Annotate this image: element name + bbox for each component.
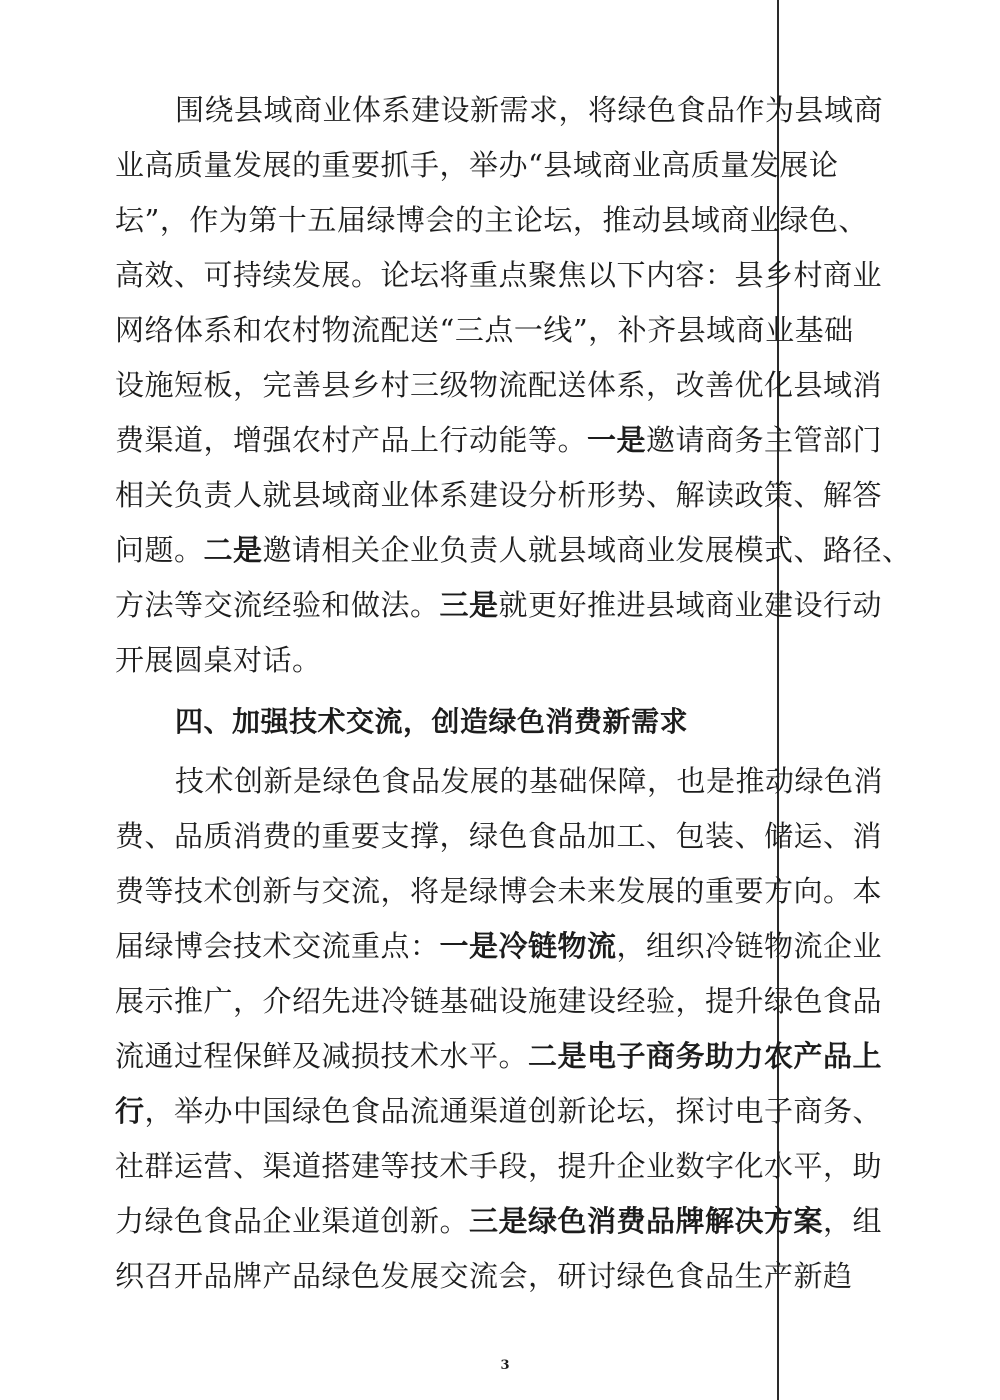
text-segment: ，组 [823, 1204, 883, 1238]
text-segment: 邀请商务主管部门 [646, 423, 883, 457]
text-segment: 技术创新是绿色食品发展的基础保障，也是推动绿色消 [175, 764, 884, 798]
text-segment: 织召开品牌产品绿色发展交流会，研讨绿色食品生产新趋 [115, 1259, 853, 1293]
paragraph-line [175, 92, 915, 128]
text-segment: 围绕县域商业体系建设新需求，将绿色食品作为县域商 [175, 93, 884, 127]
text-segment: 网络体系和农村物流配送“三点一线”，补齐县域商业基础 [115, 313, 854, 347]
paragraph-line [175, 763, 915, 799]
paragraph-line [115, 642, 915, 678]
bold-text-segment: 三是绿色消费品牌解决方案 [469, 1204, 824, 1238]
bold-text-segment: 二是电子商务助力农产品上 [528, 1039, 883, 1073]
paragraph-line [115, 477, 915, 513]
text-segment: 业高质量发展的重要抓手，举办“县域商业高质量发展论 [115, 148, 839, 182]
text-segment: 开展圆桌对话。 [115, 643, 322, 677]
text-segment: 高效、可持续发展。论坛将重点聚焦以下内容：县乡村商业 [115, 258, 883, 292]
paragraph-line [115, 147, 915, 183]
paragraph-line [115, 1203, 915, 1239]
text-segment: 费渠道，增强农村产品上行动能等。 [115, 423, 588, 457]
text-segment: 费、品质消费的重要支撑，绿色食品加工、包装、储运、消 [115, 819, 883, 853]
text-segment: 坛”，作为第十五届绿博会的主论坛，推动县域商业绿色、 [115, 203, 868, 237]
paragraph-line [115, 367, 915, 403]
text-segment: 方法等交流经验和做法。 [115, 588, 440, 622]
section-heading: 四、加强技术交流，创造绿色消费新需求 [175, 705, 689, 738]
text-segment: 相关负责人就县域商业体系建设分析形势、解读政策、解答 [115, 478, 883, 512]
paragraph-line [115, 312, 915, 348]
text-segment: ，组织冷链物流企业 [616, 929, 883, 963]
bold-text-segment: 行 [115, 1094, 145, 1128]
text-segment: 费等技术创新与交流，将是绿博会未来发展的重要方向。本 [115, 874, 883, 908]
paragraph-line [115, 1258, 915, 1294]
paragraph-line [115, 257, 915, 293]
paragraph-line [115, 422, 915, 458]
paragraph-line [115, 1093, 915, 1129]
text-segment: 社群运营、渠道搭建等技术手段，提升企业数字化水平，助 [115, 1149, 883, 1183]
bold-text-segment: 二是 [203, 533, 263, 567]
bold-text-segment: 三是 [439, 588, 499, 622]
text-segment: 流通过程保鲜及减损技术水平。 [115, 1039, 529, 1073]
page-number: 3 [500, 1358, 510, 1373]
paragraph-line [115, 587, 915, 623]
text-segment: ，举办中国绿色食品流通渠道创新论坛，探讨电子商务、 [144, 1094, 883, 1128]
bold-text-segment: 一是 [587, 423, 647, 457]
text-segment: 展示推广，介绍先进冷链基础设施建设经验，提升绿色食品 [115, 984, 883, 1018]
text-segment: 力绿色食品企业渠道创新。 [115, 1204, 470, 1238]
paragraph-line [115, 1148, 915, 1184]
text-segment: 问题。 [115, 533, 204, 567]
paragraph-line [115, 1038, 915, 1074]
text-segment: 设施短板，完善县乡村三级物流配送体系，改善优化县域消 [115, 368, 883, 402]
paragraph-line [115, 873, 915, 909]
paragraph-line [115, 928, 915, 964]
text-segment: 就更好推进县域商业建设行动 [498, 588, 883, 622]
paragraph-line [115, 532, 915, 568]
paragraph-line [115, 983, 915, 1019]
text-segment: 邀请相关企业负责人就县域商业发展模式、路径、 [262, 533, 912, 567]
bold-text-segment: 一是冷链物流 [439, 929, 617, 963]
paragraph-line [115, 818, 915, 854]
text-segment: 届绿博会技术交流重点： [115, 929, 440, 963]
paragraph-line [115, 202, 915, 238]
